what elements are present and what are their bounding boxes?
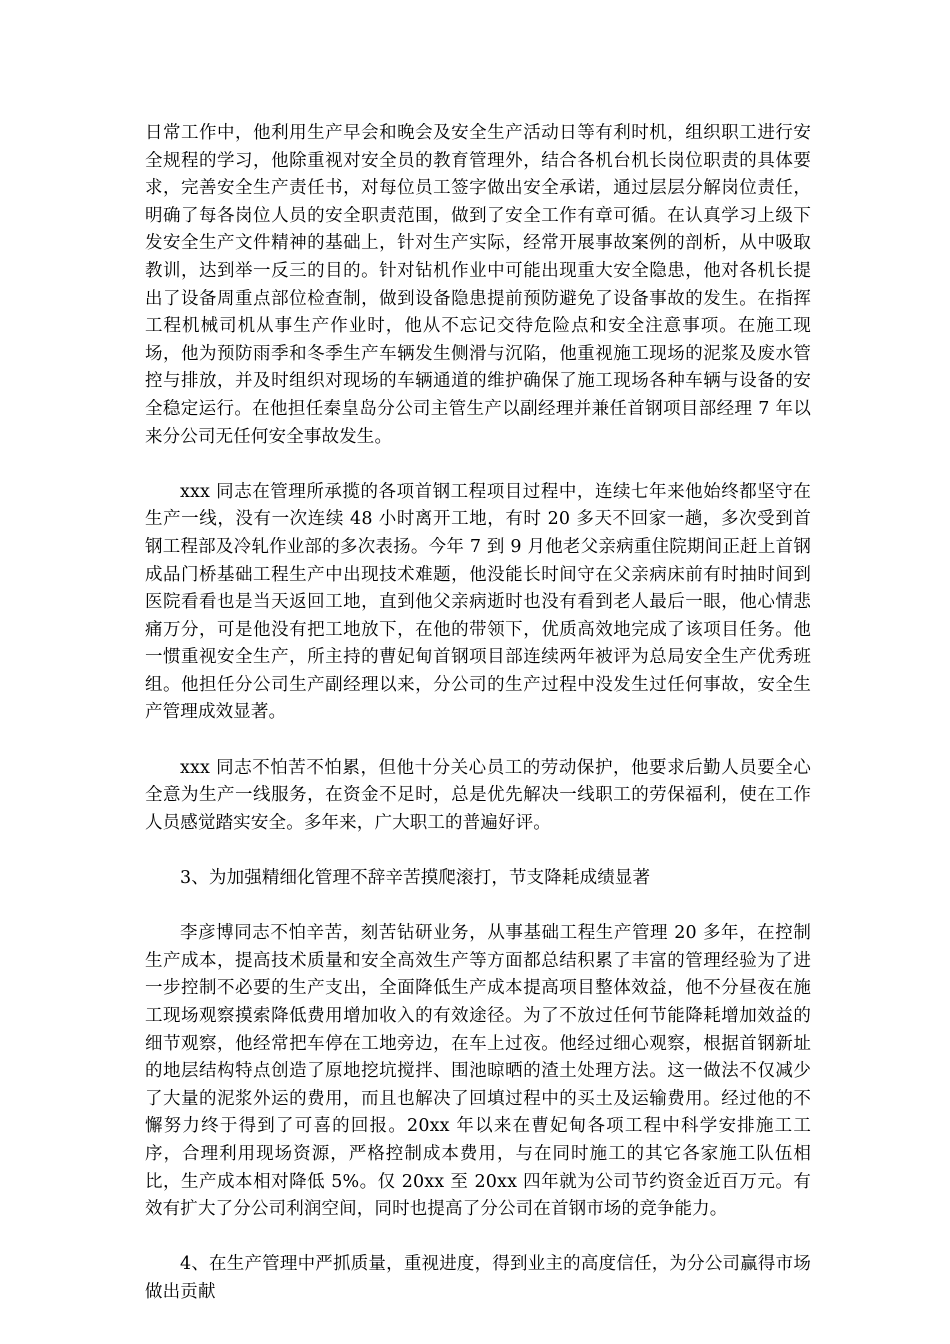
paragraph-labor-protection: xxx 同志不怕苦不怕累，但他十分关心员工的劳动保护，他要求后勤人员要全心全意为生产一线服务，在资金不足时，总是优先解决一线职工的劳保福利，使在工作人员感觉踏实安全。多年来，广大职工的普遍好评。 bbox=[145, 757, 811, 833]
document-page bbox=[145, 120, 811, 1334]
paragraph-cost-reduction: 李彦博同志不怕辛苦，刻苦钻研业务，从事基础工程生产管理 20 多年，在控制生产成本，提高技术质量和安全高效生产等方面都总结积累了丰富的管理经验为了进一步控制不必要的生产支出，全面降低生产成本提高项目整体效益，他不分昼夜在施工现场观察摸索降低费用增加收入的有效途径。为了不放过任何节能降耗增加效益的细节观察，他经常把车停在工地旁边，在车上过夜。他经过细心观察，根据首钢新址的地层结构特点创造了原地挖坑搅拌、围池晾晒的渣土处理方法。这一做法不仅减少了大量的泥浆外运的费用，而且也解决了回填过程中的买土及运输费用。经过他的不懈努力终于得到了可喜的回报。20xx 年以来在曹妃甸各项工程中科学安排施工工序，合理利用现场资源，严格控制成本费用，与在同时施工的其它各家施工队伍相比，生产成本相对降低 5%。仅 20xx 至 20xx 四年就为公司节约资金近百万元。有效有扩大了分公司利润空间，同时也提高了分公司在首钢市场的竞争能力。 bbox=[145, 923, 811, 1220]
section-heading-4: 4、在生产管理中严抓质量，重视进度，得到业主的高度信任，为分公司赢得市场做出贡献 bbox=[145, 1254, 811, 1302]
section-heading-3: 3、为加强精细化管理不辞辛苦摸爬滚打，节支降耗成绩显著 bbox=[180, 868, 651, 889]
paragraph-safety-management: 日常工作中，他利用生产早会和晚会及安全生产活动日等有利时机，组织职工进行安全规程的学习，他除重视对安全员的教育管理外，结合各机台机长岗位职责的具体要求，完善安全生产责任书，对每位员工签字做出安全承诺，通过层层分解岗位责任，明确了每各岗位人员的安全职责范围，做到了安全工作有章可循。在认真学习上级下发安全生产文件精神的基础上，针对生产实际，经常开展事故案例的剖析，从中吸取教训，达到举一反三的目的。针对钻机作业中可能出现重大安全隐患，他对各机长提出了设备周重点部位检查制，做到设备隐患提前预防避免了设备事故的发生。在指挥工程机械司机从事生产作业时，他从不忘记交待危险点和安全注意事项。在施工现场，他为预防雨季和冬季生产车辆发生侧滑与沉陷，他重视施工现场的泥浆及废水管控与排放，并及时组织对现场的车辆通道的维护确保了施工现场各种车辆与设备的安全稳定运行。在他担任秦皇岛分公司主管生产以副经理并兼任首钢项目部经理 7 年以来分公司无任何安全事故发生。 bbox=[145, 123, 811, 447]
paragraph-shougang-projects: xxx 同志在管理所承揽的各项首钢工程项目过程中，连续七年来他始终都坚守在生产一线，没有一次连续 48 小时离开工地，有时 20 多天不回家一趟，多次受到首钢工程部及冷轧作业部的多次表扬。今年 7 到 9 月他老父亲病重住院期间正赶上首钢成品门桥基础工程生产中出现技术难题，他没能长时间守在父亲病床前有时抽时间到医院看看也是当天返回工地，直到他父亲病逝时也没有看到老人最后一眼，他心情悲痛万分，可是他没有把工地放下，在他的带领下，优质高效地完成了该项目任务。他一惯重视安全生产，所主持的曹妃甸首钢项目部连续两年被评为总局安全生产优秀班组。他担任分公司生产副经理以来，分公司的生产过程中没发生过任何事故，安全生产管理成效显著。 bbox=[145, 481, 811, 723]
